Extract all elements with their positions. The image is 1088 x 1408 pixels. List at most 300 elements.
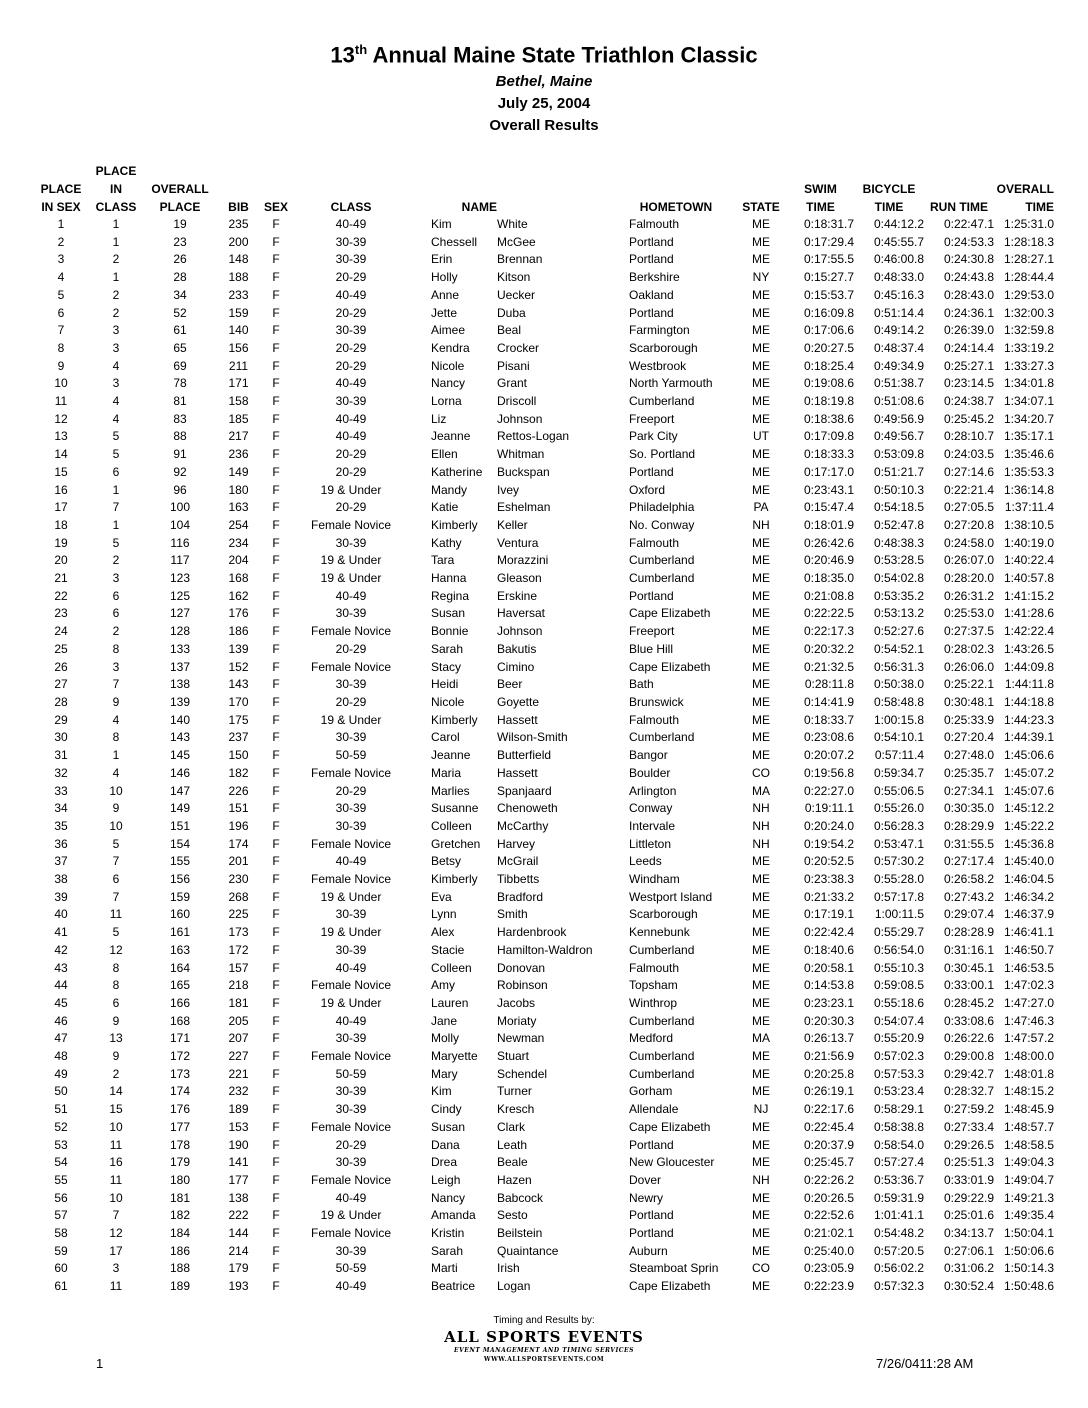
cell-place-in-class: 2 bbox=[112, 1066, 120, 1081]
cell-overall-time: 1:45:40.0 bbox=[1003, 854, 1054, 869]
cell-overall-place: 147 bbox=[169, 783, 191, 798]
table-row bbox=[34, 712, 1054, 730]
cell-hometown: Farmington bbox=[629, 323, 690, 338]
cell-overall-place: 91 bbox=[173, 447, 187, 462]
table-row bbox=[34, 570, 1054, 588]
cell-class: 30-39 bbox=[335, 1102, 367, 1117]
cell-place-in-sex: 39 bbox=[54, 889, 68, 904]
cell-overall-time: 1:50:06.6 bbox=[1003, 1243, 1054, 1258]
cell-swim-time: 0:22:26.2 bbox=[803, 1172, 854, 1187]
cell-overall-time: 1:40:19.0 bbox=[1003, 535, 1054, 550]
cell-last-name: Beale bbox=[497, 1155, 528, 1170]
cell-hometown: Portland bbox=[629, 464, 674, 479]
cell-class: 20-29 bbox=[335, 641, 367, 656]
cell-last-name: Robinson bbox=[497, 978, 548, 993]
cell-overall-time: 1:48:15.2 bbox=[1003, 1084, 1054, 1099]
cell-class: 40-49 bbox=[335, 411, 367, 426]
cell-place-in-sex: 10 bbox=[54, 376, 68, 391]
cell-swim-time: 0:21:33.2 bbox=[803, 889, 854, 904]
cell-overall-time: 1:41:15.2 bbox=[1003, 588, 1054, 603]
cell-overall-place: 181 bbox=[169, 1190, 191, 1205]
cell-swim-time: 0:22:17.6 bbox=[803, 1102, 854, 1117]
cell-first-name: Mandy bbox=[431, 482, 468, 497]
cell-bicycle-time: 0:50:38.0 bbox=[873, 677, 924, 692]
cell-overall-place: 140 bbox=[169, 712, 191, 727]
cell-first-name: Dana bbox=[431, 1137, 460, 1152]
cell-overall-place: 61 bbox=[173, 323, 187, 338]
cell-hometown: Cumberland bbox=[629, 730, 695, 745]
table-header-row bbox=[34, 162, 1054, 216]
cell-hometown: No. Conway bbox=[629, 517, 695, 532]
title-number: 13 bbox=[330, 42, 355, 68]
table-row bbox=[34, 464, 1054, 482]
cell-run-time: 0:25:51.3 bbox=[943, 1155, 994, 1170]
cell-state: ME bbox=[752, 960, 770, 975]
table-row bbox=[34, 853, 1054, 871]
cell-class: 30-39 bbox=[335, 907, 367, 922]
cell-class: 40-49 bbox=[335, 854, 367, 869]
cell-swim-time: 0:26:19.1 bbox=[803, 1084, 854, 1099]
cell-state: NH bbox=[752, 1172, 770, 1187]
cell-place-in-class: 8 bbox=[112, 641, 120, 656]
cell-place-in-class: 6 bbox=[112, 606, 120, 621]
cell-state: ME bbox=[752, 394, 770, 409]
cell-run-time: 0:28:10.7 bbox=[943, 429, 994, 444]
cell-first-name: Katherine bbox=[431, 464, 483, 479]
cell-swim-time: 0:22:27.0 bbox=[803, 783, 854, 798]
cell-bicycle-time: 0:57:02.3 bbox=[873, 1049, 924, 1064]
cell-run-time: 0:28:43.0 bbox=[943, 287, 994, 302]
cell-place-in-sex: 41 bbox=[54, 925, 68, 940]
cell-overall-time: 1:44:39.1 bbox=[1003, 730, 1054, 745]
cell-last-name: Wilson-Smith bbox=[497, 730, 568, 745]
cell-state: ME bbox=[752, 323, 770, 338]
cell-class: 30-39 bbox=[335, 323, 367, 338]
cell-state: NH bbox=[752, 517, 770, 532]
cell-state: ME bbox=[752, 978, 770, 993]
cell-bicycle-time: 0:54:18.5 bbox=[873, 500, 924, 515]
cell-bicycle-time: 0:48:37.4 bbox=[873, 340, 924, 355]
cell-state: ME bbox=[752, 907, 770, 922]
cell-bib: 221 bbox=[228, 1066, 249, 1081]
cell-state: ME bbox=[752, 677, 770, 692]
cell-state: ME bbox=[752, 730, 770, 745]
cell-hometown: Berkshire bbox=[629, 270, 680, 285]
cell-last-name: Beer bbox=[497, 677, 523, 692]
cell-hometown: Portland bbox=[629, 588, 674, 603]
cell-hometown: Scarborough bbox=[629, 907, 698, 922]
cell-state: MA bbox=[752, 783, 770, 798]
cell-bib: 182 bbox=[228, 765, 249, 780]
cell-run-time: 0:27:37.5 bbox=[943, 624, 994, 639]
cell-bib: 172 bbox=[228, 942, 249, 957]
results-subtitle: Overall Results bbox=[489, 117, 599, 135]
table-row bbox=[34, 800, 1054, 818]
cell-first-name: Kimberly bbox=[431, 712, 478, 727]
cell-hometown: Portland bbox=[629, 1226, 674, 1241]
cell-sex: F bbox=[272, 854, 280, 869]
cell-bib: 156 bbox=[228, 340, 249, 355]
cell-bib: 236 bbox=[228, 447, 249, 462]
cell-first-name: Amy bbox=[431, 978, 455, 993]
cell-overall-place: 26 bbox=[173, 252, 187, 267]
table-row bbox=[34, 411, 1054, 429]
cell-bib: 180 bbox=[228, 482, 249, 497]
cell-overall-place: 178 bbox=[169, 1137, 191, 1152]
table-row bbox=[34, 977, 1054, 995]
cell-bib: 205 bbox=[228, 1013, 249, 1028]
cell-last-name: Kresch bbox=[497, 1102, 535, 1117]
cell-place-in-sex: 11 bbox=[54, 394, 68, 409]
cell-overall-place: 172 bbox=[169, 1049, 191, 1064]
cell-overall-place: 104 bbox=[169, 517, 191, 532]
cell-sex: F bbox=[272, 624, 280, 639]
cell-swim-time: 0:22:45.4 bbox=[803, 1119, 854, 1134]
cell-sex: F bbox=[272, 464, 280, 479]
cell-first-name: Kendra bbox=[431, 340, 470, 355]
cell-last-name: Chenoweth bbox=[497, 801, 558, 816]
cell-last-name: Bradford bbox=[497, 889, 544, 904]
table-row bbox=[34, 393, 1054, 411]
cell-place-in-class: 16 bbox=[109, 1155, 123, 1170]
cell-first-name: Jeanne bbox=[431, 748, 471, 763]
cell-overall-time: 1:45:07.2 bbox=[1003, 765, 1054, 780]
cell-place-in-sex: 29 bbox=[54, 712, 68, 727]
cell-place-in-sex: 40 bbox=[54, 907, 68, 922]
cell-first-name: Jette bbox=[431, 305, 458, 320]
cell-overall-place: 164 bbox=[169, 960, 191, 975]
table-row bbox=[34, 588, 1054, 606]
cell-run-time: 0:24:36.1 bbox=[943, 305, 994, 320]
cell-first-name: Heidi bbox=[431, 677, 459, 692]
brand-tagline: EVENT MANAGEMENT AND TIMING SERVICES bbox=[454, 1347, 634, 1354]
cell-hometown: North Yarmouth bbox=[629, 376, 713, 391]
results-body bbox=[34, 216, 1054, 1296]
cell-overall-place: 143 bbox=[169, 730, 191, 745]
cell-swim-time: 0:19:11.1 bbox=[804, 801, 854, 816]
cell-class: 30-39 bbox=[335, 677, 367, 692]
cell-place-in-class: 11 bbox=[109, 1137, 123, 1152]
cell-bib: 225 bbox=[228, 907, 249, 922]
cell-swim-time: 0:16:09.8 bbox=[803, 305, 854, 320]
cell-place-in-sex: 36 bbox=[54, 836, 68, 851]
cell-bib: 268 bbox=[228, 889, 249, 904]
cell-sex: F bbox=[272, 1261, 280, 1276]
cell-bib: 149 bbox=[228, 464, 249, 479]
cell-swim-time: 0:19:56.8 bbox=[803, 765, 854, 780]
cell-place-in-sex: 4 bbox=[57, 270, 65, 285]
cell-bib: 201 bbox=[228, 854, 249, 869]
cell-overall-place: 127 bbox=[169, 606, 191, 621]
cell-hometown: Portland bbox=[629, 1137, 674, 1152]
cell-class: Female Novice bbox=[310, 872, 392, 887]
cell-state: NH bbox=[752, 836, 770, 851]
cell-overall-place: 92 bbox=[173, 464, 187, 479]
col-swim-time: SWIM TIME bbox=[804, 182, 837, 214]
table-row bbox=[34, 1225, 1054, 1243]
col-overall-place: OVERALL PLACE bbox=[151, 182, 209, 214]
table-row bbox=[34, 1137, 1054, 1155]
cell-overall-place: 154 bbox=[169, 836, 191, 851]
cell-last-name: Harvey bbox=[497, 836, 536, 851]
cell-overall-time: 1:48:00.0 bbox=[1003, 1049, 1054, 1064]
cell-place-in-sex: 35 bbox=[54, 818, 68, 833]
cell-first-name: Colleen bbox=[431, 818, 472, 833]
cell-sex: F bbox=[272, 358, 280, 373]
cell-state: ME bbox=[752, 1119, 770, 1134]
cell-hometown: Arlington bbox=[629, 783, 677, 798]
cell-last-name: McGrail bbox=[497, 854, 539, 869]
cell-bib: 222 bbox=[228, 1208, 249, 1223]
cell-bicycle-time: 0:48:33.0 bbox=[873, 270, 924, 285]
cell-place-in-sex: 9 bbox=[57, 358, 65, 373]
cell-last-name: Newman bbox=[497, 1031, 545, 1046]
cell-place-in-class: 6 bbox=[112, 995, 120, 1010]
cell-overall-place: 177 bbox=[169, 1119, 191, 1134]
cell-state: ME bbox=[752, 1155, 770, 1170]
cell-place-in-class: 6 bbox=[112, 872, 120, 887]
cell-hometown: Intervale bbox=[629, 818, 676, 833]
cell-overall-time: 1:47:46.3 bbox=[1003, 1013, 1054, 1028]
cell-place-in-sex: 25 bbox=[54, 641, 68, 656]
cell-swim-time: 0:18:19.8 bbox=[803, 394, 854, 409]
cell-overall-time: 1:48:01.8 bbox=[1003, 1066, 1054, 1081]
cell-swim-time: 0:20:07.2 bbox=[803, 748, 854, 763]
cell-state: ME bbox=[752, 748, 770, 763]
cell-run-time: 0:27:48.0 bbox=[943, 748, 994, 763]
cell-place-in-sex: 15 bbox=[54, 464, 68, 479]
cell-place-in-class: 6 bbox=[112, 588, 120, 603]
cell-overall-time: 1:46:34.2 bbox=[1003, 889, 1054, 904]
cell-first-name: Kimberly bbox=[431, 517, 478, 532]
table-row bbox=[34, 269, 1054, 287]
cell-first-name: Kim bbox=[431, 1084, 452, 1099]
cell-place-in-sex: 50 bbox=[54, 1084, 68, 1099]
table-row bbox=[34, 1030, 1054, 1048]
table-row bbox=[34, 517, 1054, 535]
cell-last-name: Haversat bbox=[497, 606, 546, 621]
cell-last-name: Hamilton-Waldron bbox=[497, 942, 593, 957]
cell-place-in-sex: 13 bbox=[54, 429, 68, 444]
title-text: Annual Maine State Triathlon Classic bbox=[367, 42, 758, 68]
cell-run-time: 0:29:22.9 bbox=[943, 1190, 994, 1205]
cell-run-time: 0:25:33.9 bbox=[943, 712, 994, 727]
cell-place-in-sex: 20 bbox=[54, 553, 68, 568]
cell-sex: F bbox=[272, 677, 280, 692]
cell-overall-time: 1:50:48.6 bbox=[1003, 1279, 1054, 1294]
cell-last-name: Bakutis bbox=[497, 641, 537, 656]
cell-hometown: Conway bbox=[629, 801, 673, 816]
cell-bicycle-time: 0:52:47.8 bbox=[873, 517, 924, 532]
cell-last-name: Spanjaard bbox=[497, 783, 552, 798]
table-row bbox=[34, 694, 1054, 712]
cell-hometown: Portland bbox=[629, 252, 674, 267]
cell-class: 30-39 bbox=[335, 606, 367, 621]
cell-run-time: 0:28:28.9 bbox=[943, 925, 994, 940]
table-row bbox=[34, 659, 1054, 677]
table-row bbox=[34, 836, 1054, 854]
cell-last-name: Irish bbox=[497, 1261, 520, 1276]
cell-run-time: 0:25:22.1 bbox=[943, 677, 994, 692]
col-bicycle-time: BICYCLE TIME bbox=[862, 182, 916, 214]
cell-overall-place: 184 bbox=[169, 1226, 191, 1241]
cell-bib: 150 bbox=[228, 748, 249, 763]
cell-bicycle-time: 0:56:02.2 bbox=[873, 1261, 924, 1276]
cell-place-in-sex: 44 bbox=[54, 978, 68, 993]
cell-swim-time: 0:22:23.9 bbox=[803, 1279, 854, 1294]
cell-overall-place: 139 bbox=[169, 694, 191, 709]
cell-hometown: Gorham bbox=[629, 1084, 673, 1099]
table-row bbox=[34, 1207, 1054, 1225]
cell-run-time: 0:24:43.8 bbox=[943, 270, 994, 285]
cell-state: NY bbox=[752, 270, 770, 285]
cell-bicycle-time: 1:01:41.1 bbox=[873, 1208, 924, 1223]
cell-class: Female Novice bbox=[310, 765, 392, 780]
cell-first-name: Chessell bbox=[431, 234, 478, 249]
table-row bbox=[34, 340, 1054, 358]
cell-overall-place: 83 bbox=[173, 411, 187, 426]
cell-place-in-class: 5 bbox=[112, 447, 120, 462]
cell-place-in-class: 3 bbox=[112, 323, 120, 338]
cell-bib: 254 bbox=[228, 517, 249, 532]
cell-state: ME bbox=[752, 535, 770, 550]
cell-first-name: Eva bbox=[431, 889, 452, 904]
cell-hometown: Littleton bbox=[629, 836, 672, 851]
cell-swim-time: 0:21:32.5 bbox=[803, 659, 854, 674]
cell-place-in-class: 11 bbox=[109, 907, 123, 922]
cell-place-in-class: 9 bbox=[112, 694, 120, 709]
cell-bib: 158 bbox=[228, 394, 249, 409]
page-number: 1 bbox=[96, 1356, 104, 1371]
cell-class: 40-49 bbox=[335, 1190, 367, 1205]
cell-bib: 152 bbox=[228, 659, 249, 674]
cell-last-name: Ivey bbox=[497, 482, 520, 497]
cell-place-in-sex: 53 bbox=[54, 1137, 68, 1152]
cell-hometown: New Gloucester bbox=[629, 1155, 715, 1170]
cell-overall-place: 160 bbox=[169, 907, 191, 922]
cell-overall-time: 1:44:23.3 bbox=[1003, 712, 1054, 727]
cell-first-name: Lauren bbox=[431, 995, 469, 1010]
cell-overall-place: 163 bbox=[169, 942, 191, 957]
cell-bib: 148 bbox=[228, 252, 249, 267]
cell-hometown: Newry bbox=[629, 1190, 664, 1205]
cell-last-name: Johnson bbox=[497, 624, 543, 639]
cell-class: 20-29 bbox=[335, 358, 367, 373]
cell-state: ME bbox=[752, 942, 770, 957]
cell-place-in-class: 4 bbox=[112, 358, 120, 373]
cell-state: ME bbox=[752, 464, 770, 479]
cell-state: ME bbox=[752, 447, 770, 462]
cell-swim-time: 0:21:56.9 bbox=[803, 1049, 854, 1064]
cell-run-time: 0:26:06.0 bbox=[943, 659, 994, 674]
cell-class: 40-49 bbox=[335, 217, 367, 231]
table-row bbox=[34, 729, 1054, 747]
table-row bbox=[34, 1101, 1054, 1119]
cell-overall-place: 165 bbox=[169, 978, 191, 993]
cell-hometown: Dover bbox=[629, 1172, 662, 1187]
cell-run-time: 0:27:20.4 bbox=[943, 730, 994, 745]
cell-run-time: 0:27:20.8 bbox=[943, 517, 994, 532]
cell-swim-time: 0:20:37.9 bbox=[803, 1137, 854, 1152]
cell-first-name: Jane bbox=[431, 1013, 458, 1028]
cell-place-in-sex: 34 bbox=[54, 801, 68, 816]
cell-last-name: Leath bbox=[497, 1137, 528, 1152]
cell-first-name: Carol bbox=[431, 730, 460, 745]
cell-state: ME bbox=[752, 287, 770, 302]
cell-overall-time: 1:45:07.6 bbox=[1003, 783, 1054, 798]
cell-run-time: 0:31:16.1 bbox=[943, 942, 994, 957]
cell-overall-time: 1:46:41.1 bbox=[1003, 925, 1054, 940]
cell-class: 40-49 bbox=[335, 1279, 367, 1294]
table-row bbox=[34, 1278, 1054, 1296]
cell-class: 30-39 bbox=[335, 252, 367, 267]
title-superscript: th bbox=[354, 42, 368, 57]
cell-bib: 138 bbox=[228, 1190, 249, 1205]
cell-sex: F bbox=[272, 1013, 280, 1028]
cell-sex: F bbox=[272, 978, 280, 993]
document-header bbox=[0, 34, 1088, 137]
cell-last-name: Smith bbox=[497, 907, 528, 922]
cell-overall-time: 1:46:37.9 bbox=[1003, 907, 1054, 922]
cell-class: Female Novice bbox=[310, 1119, 392, 1134]
cell-place-in-class: 3 bbox=[112, 376, 120, 391]
cell-overall-time: 1:46:04.5 bbox=[1003, 872, 1054, 887]
cell-hometown: Cape Elizabeth bbox=[629, 659, 711, 674]
cell-place-in-class: 1 bbox=[112, 482, 120, 497]
print-timestamp: 7/26/0411:28 AM bbox=[876, 1356, 974, 1371]
cell-bib: 186 bbox=[228, 624, 249, 639]
cell-hometown: Bangor bbox=[629, 748, 668, 763]
cell-overall-time: 1:45:36.8 bbox=[1003, 836, 1054, 851]
cell-last-name: Hardenbrook bbox=[497, 925, 567, 940]
cell-place-in-class: 6 bbox=[112, 464, 120, 479]
cell-run-time: 0:30:35.0 bbox=[943, 801, 994, 816]
cell-place-in-sex: 37 bbox=[54, 854, 68, 869]
cell-first-name: Leigh bbox=[431, 1172, 461, 1187]
cell-place-in-sex: 45 bbox=[54, 995, 68, 1010]
cell-hometown: Allendale bbox=[629, 1102, 679, 1117]
cell-state: NH bbox=[752, 818, 770, 833]
col-place-in-sex: PLACE IN SEX bbox=[40, 182, 82, 214]
cell-sex: F bbox=[272, 641, 280, 656]
cell-overall-place: 128 bbox=[169, 624, 191, 639]
cell-overall-time: 1:49:35.4 bbox=[1003, 1208, 1054, 1223]
table-row bbox=[34, 747, 1054, 765]
cell-sex: F bbox=[272, 1155, 280, 1170]
cell-first-name: Jeanne bbox=[431, 429, 471, 444]
cell-place-in-class: 17 bbox=[109, 1243, 123, 1258]
cell-first-name: Gretchen bbox=[431, 836, 481, 851]
cell-overall-place: 161 bbox=[169, 925, 191, 940]
cell-bib: 218 bbox=[228, 978, 249, 993]
cell-run-time: 0:25:27.1 bbox=[943, 358, 994, 373]
cell-bib: 151 bbox=[228, 801, 249, 816]
cell-bib: 211 bbox=[228, 358, 249, 373]
cell-state: ME bbox=[752, 889, 770, 904]
cell-hometown: Brunswick bbox=[629, 694, 684, 709]
cell-bib: 170 bbox=[228, 694, 249, 709]
cell-bicycle-time: 0:45:55.7 bbox=[873, 234, 924, 249]
cell-swim-time: 0:20:27.5 bbox=[803, 340, 854, 355]
cell-overall-time: 1:47:02.3 bbox=[1003, 978, 1054, 993]
cell-first-name: Marti bbox=[431, 1261, 458, 1276]
cell-overall-place: 188 bbox=[169, 1261, 191, 1276]
cell-hometown: Cumberland bbox=[629, 553, 695, 568]
table-row bbox=[34, 446, 1054, 464]
cell-place-in-class: 10 bbox=[109, 783, 123, 798]
cell-state: ME bbox=[752, 925, 770, 940]
cell-hometown: Oakland bbox=[629, 287, 674, 302]
